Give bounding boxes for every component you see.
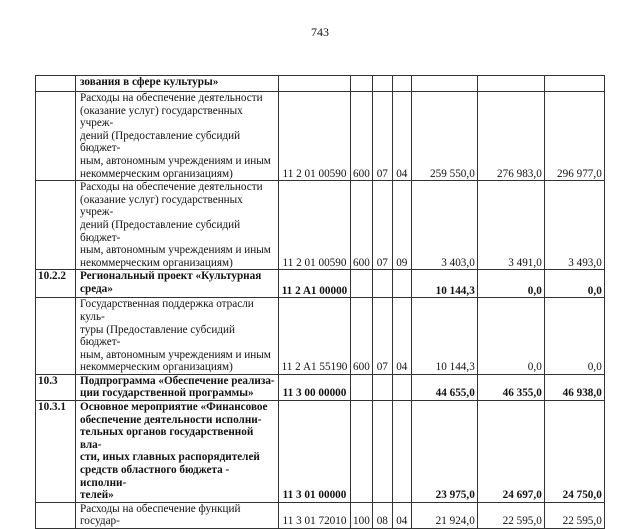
row-name: Региональный проект «Культурная среда»	[76, 270, 279, 298]
row-name: Государственная поддержка отрасли куль- туры (Предоставление субсидий бюджет- ным, автономным учреждениям и иным некоммерческим организациям)	[76, 298, 279, 375]
amount-year-1: 21 924,0	[411, 502, 477, 528]
subsection	[392, 76, 411, 92]
amount-year-1: 10 144,3	[411, 298, 477, 375]
amount-year-3: 3 493,0	[544, 181, 604, 270]
subsection	[392, 270, 411, 298]
amount-year-3	[544, 76, 604, 92]
row-number	[36, 502, 76, 528]
subsection: 04	[392, 298, 411, 375]
amount-year-1: 44 655,0	[411, 374, 477, 400]
amount-year-2	[477, 76, 544, 92]
expense-type	[351, 401, 373, 503]
row-name: Расходы на обеспечение деятельности (оказание услуг) государственных учреж- дений (Предоставление субсидий бюджет- ным, автономным учреждениям и иным некоммерческим организациям)	[76, 92, 279, 181]
table-row	[36, 401, 605, 503]
page-number: 743	[311, 25, 329, 39]
table-row	[36, 270, 605, 298]
row-number	[36, 92, 76, 181]
amount-year-1: 259 550,0	[411, 92, 477, 181]
amount-year-2: 0,0	[477, 270, 544, 298]
expense-type: 600	[351, 181, 373, 270]
table-row	[36, 76, 605, 92]
amount-year-3: 22 595,0	[544, 502, 604, 528]
row-name: Расходы на обеспечение функций государ-	[76, 502, 279, 528]
expense-type	[351, 76, 373, 92]
row-name: зования в сфере культуры»	[76, 76, 279, 92]
row-name: Подпрограмма «Обеспечение реализа- ции государственной программы»	[76, 374, 279, 400]
budget-table	[35, 75, 605, 529]
table-row	[36, 374, 605, 400]
budget-code: 11 2 01 00590	[279, 92, 351, 181]
row-name: Основное мероприятие «Финансовое обеспечение деятельности исполни- тельных органов государственной вла- сти, иных главных распорядителей средств областного бюджета - исполни- телей»	[76, 401, 279, 503]
expense-type	[351, 374, 373, 400]
amount-year-2: 3 491,0	[477, 181, 544, 270]
row-number	[36, 181, 76, 270]
row-number	[36, 298, 76, 375]
amount-year-1: 3 403,0	[411, 181, 477, 270]
amount-year-2: 24 697,0	[477, 401, 544, 503]
row-name: Расходы на обеспечение деятельности (оказание услуг) государственных учреж- дений (Предоставление субсидий бюджет- ным, автономным учреждениям и иным некоммерческим организациям)	[76, 181, 279, 270]
section: 07	[372, 181, 392, 270]
section	[372, 401, 392, 503]
budget-code: 11 3 00 00000	[279, 374, 351, 400]
row-number: 10.3	[36, 374, 76, 400]
budget-code: 11 2 01 00590	[279, 181, 351, 270]
budget-code: 11 2 A1 00000	[279, 270, 351, 298]
amount-year-3: 0,0	[544, 270, 604, 298]
budget-code: 11 2 A1 55190	[279, 298, 351, 375]
amount-year-2: 22 595,0	[477, 502, 544, 528]
amount-year-3: 0,0	[544, 298, 604, 375]
section	[372, 374, 392, 400]
amount-year-1	[411, 76, 477, 92]
row-number: 10.3.1	[36, 401, 76, 503]
section	[372, 76, 392, 92]
amount-year-2: 46 355,0	[477, 374, 544, 400]
section: 08	[372, 502, 392, 528]
section	[372, 270, 392, 298]
amount-year-3: 24 750,0	[544, 401, 604, 503]
expense-type: 600	[351, 92, 373, 181]
amount-year-3: 46 938,0	[544, 374, 604, 400]
section: 07	[372, 298, 392, 375]
subsection	[392, 401, 411, 503]
amount-year-2: 276 983,0	[477, 92, 544, 181]
amount-year-2: 0,0	[477, 298, 544, 375]
table-row	[36, 92, 605, 181]
amount-year-1: 23 975,0	[411, 401, 477, 503]
budget-code: 11 3 01 00000	[279, 401, 351, 503]
budget-code	[279, 76, 351, 92]
subsection: 09	[392, 181, 411, 270]
subsection: 04	[392, 502, 411, 528]
section: 07	[372, 92, 392, 181]
expense-type	[351, 270, 373, 298]
row-number: 10.2.2	[36, 270, 76, 298]
budget-code: 11 3 01 72010	[279, 502, 351, 528]
amount-year-1: 10 144,3	[411, 270, 477, 298]
row-number	[36, 76, 76, 92]
expense-type: 600	[351, 298, 373, 375]
amount-year-3: 296 977,0	[544, 92, 604, 181]
table-row	[36, 181, 605, 270]
subsection	[392, 374, 411, 400]
subsection: 04	[392, 92, 411, 181]
expense-type: 100	[351, 502, 373, 528]
table-row	[36, 298, 605, 375]
table-row	[36, 502, 605, 528]
